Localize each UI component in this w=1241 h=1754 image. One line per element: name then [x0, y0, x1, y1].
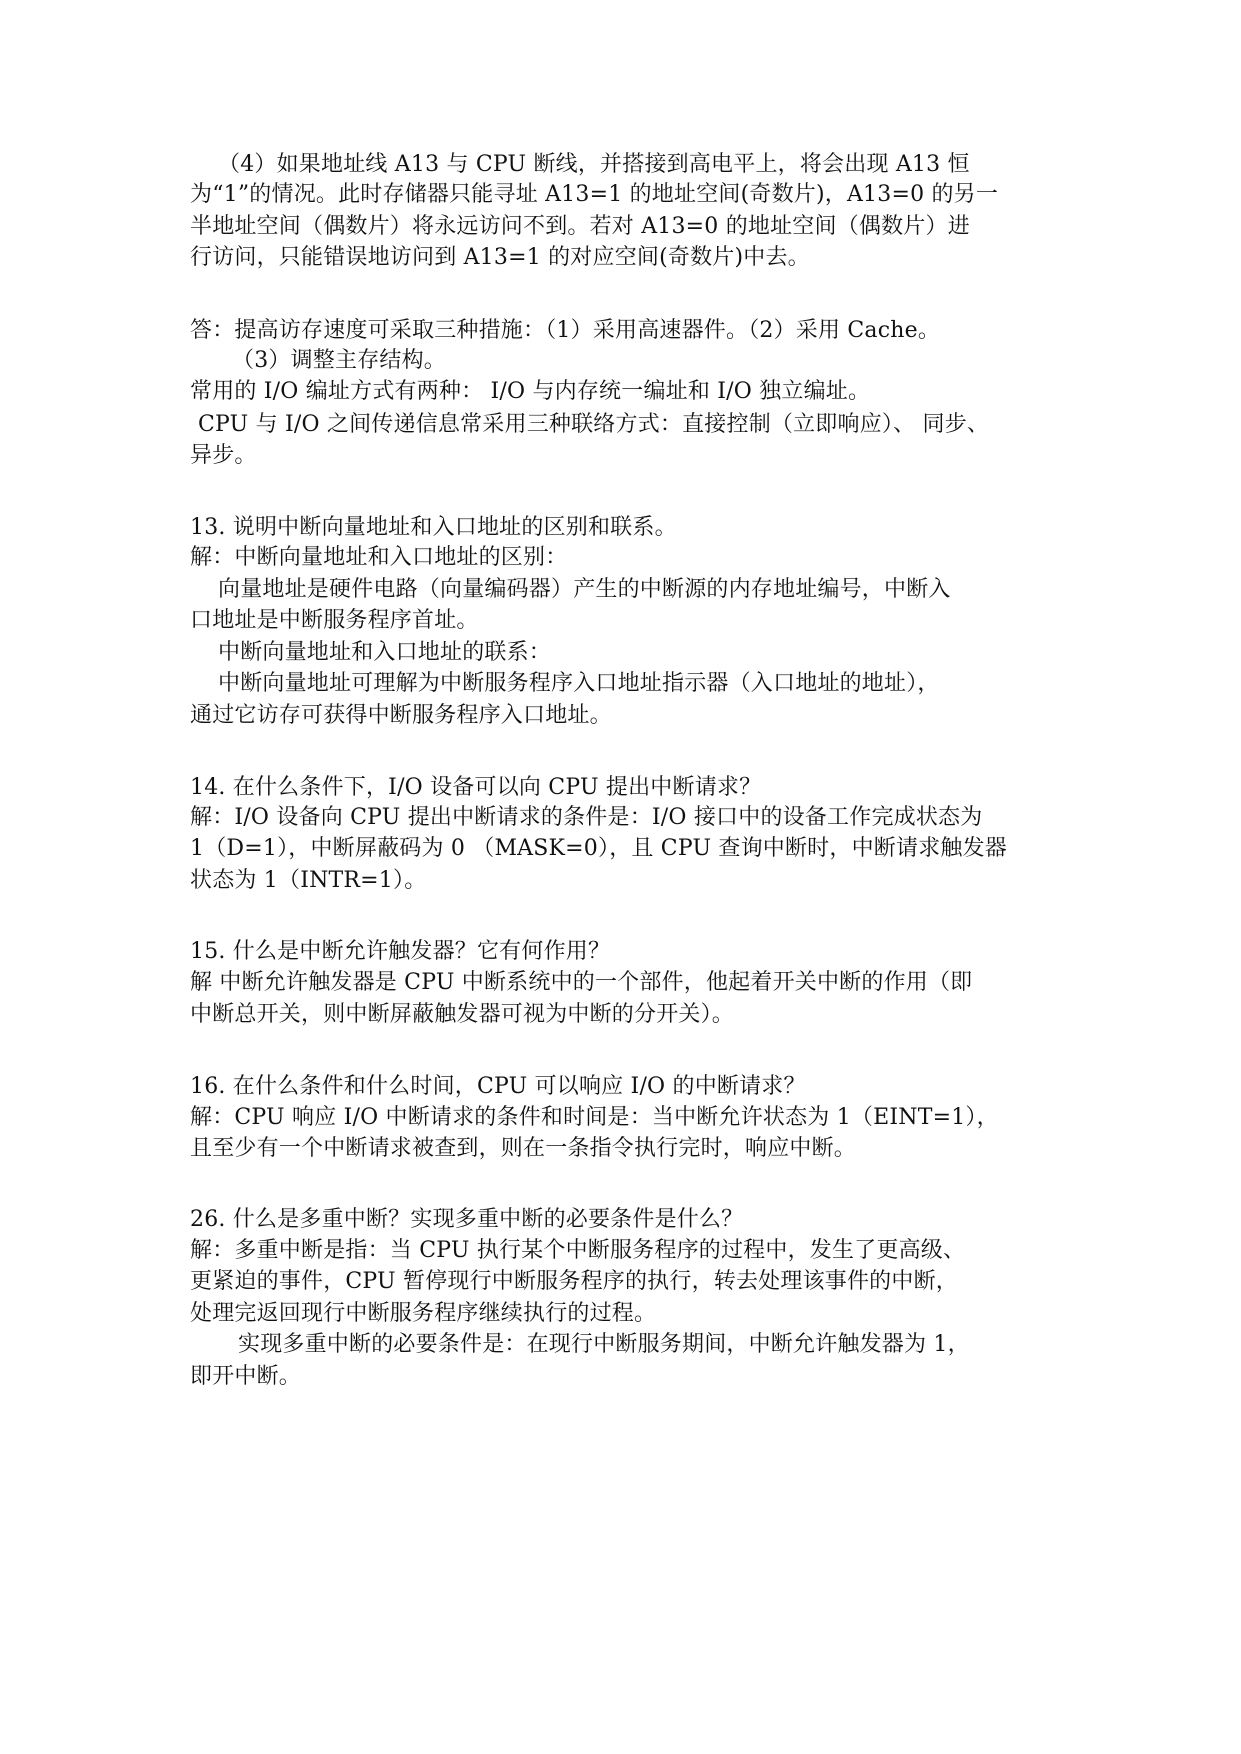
text-line: 且至少有一个中断请求被查到，则在一条指令执行完时，响应中断。	[190, 1136, 857, 1161]
text-line: 异步。	[190, 443, 257, 468]
text-line: 解：多重中断是指：当 CPU 执行某个中断服务程序的过程中，发生了更高级、	[190, 1238, 966, 1263]
text-line: 口地址是中断服务程序首址。	[190, 608, 479, 633]
text-line: 中断总开关，则中断屏蔽触发器可视为中断的分开关）。	[190, 1002, 735, 1027]
text-line: 实现多重中断的必要条件是：在现行中断服务期间，中断允许触发器为 1，	[238, 1332, 970, 1357]
text-line: 处理完返回现行中断服务程序继续执行的过程。	[190, 1301, 657, 1326]
text-line: 行访问，只能错误地访问到 A13=1 的对应空间(奇数片)中去。	[190, 245, 810, 270]
text-line: 解：I/O 设备向 CPU 提出中断请求的条件是：I/O 接口中的设备工作完成状态为	[190, 805, 983, 830]
question-heading: 16. 在什么条件和什么时间，CPU 可以响应 I/O 的中断请求？	[190, 1074, 806, 1099]
question-heading: 14. 在什么条件下，I/O 设备可以向 CPU 提出中断请求？	[190, 775, 762, 800]
text-line: 为“1”的情况。此时存储器只能寻址 A13=1 的地址空间(奇数片)，A13=0 的另一	[190, 182, 999, 207]
text-line: （3）调整主存结构。	[232, 348, 446, 373]
text-line: 更紧迫的事件，CPU 暂停现行中断服务程序的执行，转去处理该事件的中断，	[190, 1269, 958, 1294]
text-line: 解 中断允许触发器是 CPU 中断系统中的一个部件，他起着开关中断的作用（即	[190, 970, 973, 995]
text-line: 1（D=1），中断屏蔽码为 0 （MASK=0），且 CPU 查询中断时，中断请求触发器	[190, 836, 1007, 861]
text-line: 答：提高访存速度可采取三种措施：（1）采用高速器件。（2）采用 Cache。	[190, 318, 941, 343]
text-line: 解：CPU 响应 I/O 中断请求的条件和时间是：当中断允许状态为 1（EINT=1），	[190, 1105, 999, 1130]
text-line: CPU 与 I/O 之间传递信息常采用三种联络方式：直接控制（立即响应）、 同步、	[198, 412, 990, 437]
question-heading: 13. 说明中断向量地址和入口地址的区别和联系。	[190, 515, 677, 540]
text-line: 中断向量地址和入口地址的联系：	[218, 640, 552, 665]
text-line: 向量地址是硬件电路（向量编码器）产生的中断源的内存地址编号，中断入	[218, 577, 951, 602]
text-line: （4）如果地址线 A13 与 CPU 断线，并搭接到高电平上，将会出现 A13 恒	[218, 152, 970, 177]
text-line: 常用的 I/O 编址方式有两种： I/O 与内存统一编址和 I/O 独立编址。	[190, 379, 871, 404]
text-line: 半地址空间（偶数片）将永远访问不到。若对 A13=0 的地址空间（偶数片）进	[190, 214, 970, 239]
text-line: 通过它访存可获得中断服务程序入口地址。	[190, 703, 612, 728]
question-heading: 15. 什么是中断允许触发器？它有何作用？	[190, 939, 611, 964]
text-line: 中断向量地址可理解为中断服务程序入口地址指示器（入口地址的地址），	[218, 671, 940, 696]
text-line: 状态为 1（INTR=1）。	[190, 868, 427, 893]
question-heading: 26. 什么是多重中断？实现多重中断的必要条件是什么？	[190, 1207, 744, 1232]
text-line: 即开中断。	[190, 1364, 302, 1389]
text-line: 解：中断向量地址和入口地址的区别：	[190, 545, 568, 570]
